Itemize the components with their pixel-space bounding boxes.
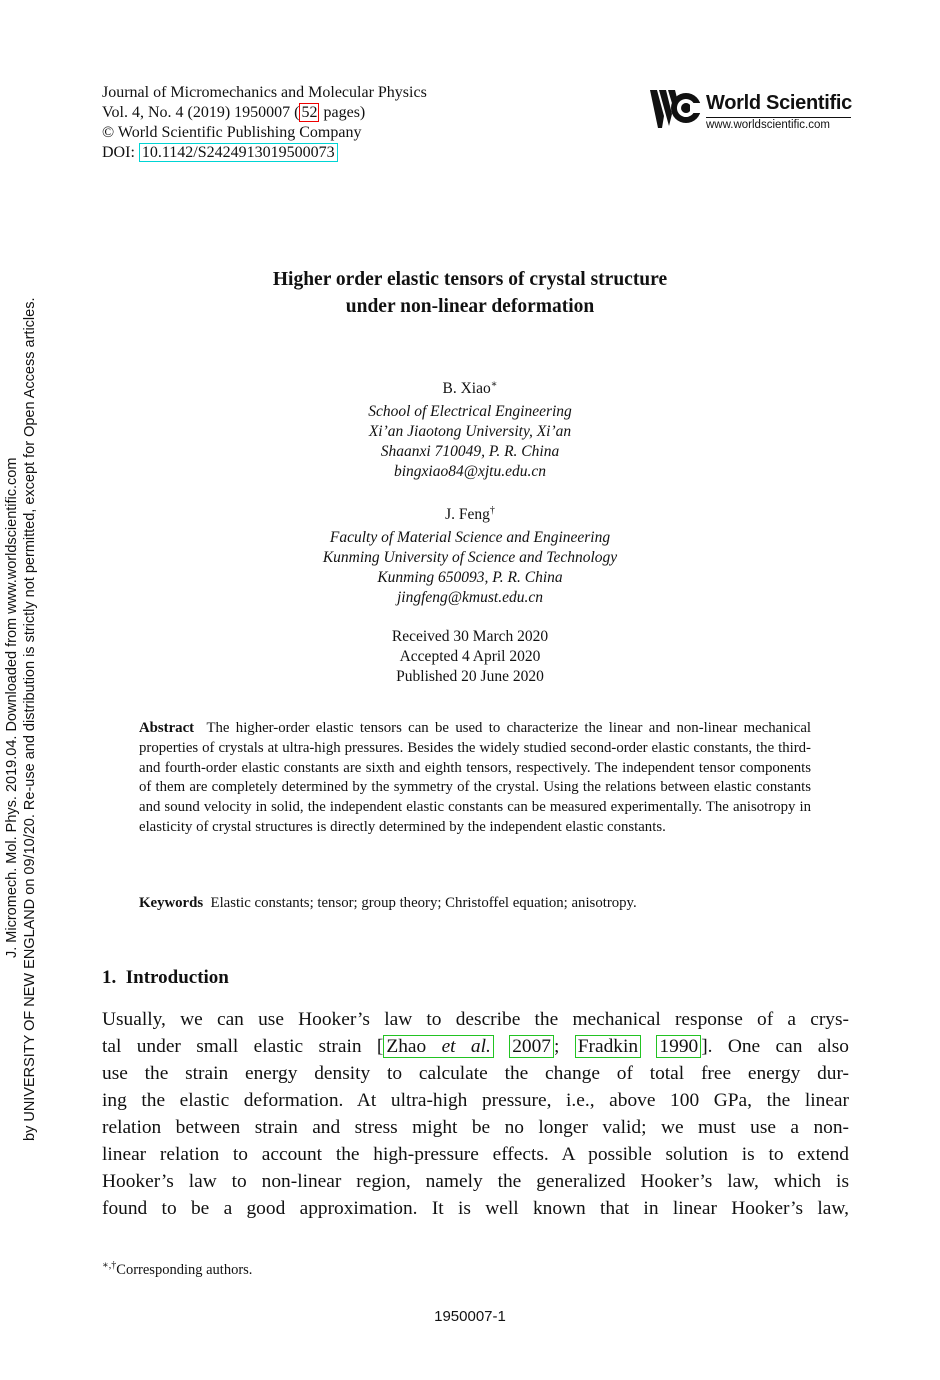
publisher-logo [650, 86, 855, 132]
citation-link[interactable]: Fradkin [575, 1035, 641, 1058]
journal-name: Journal of Micromechanics and Molecular Physics [102, 84, 427, 101]
text-line: linear relation to account the high-pressure effects. A possible solution is to extend [102, 1144, 849, 1165]
text-line: use the strain energy density to calculate the change of total free energy dur- [102, 1063, 849, 1084]
author-affiliation: Faculty of Material Science and Engineering Kunming University of Science and Technology Kunming 650093, P. R. China jingfeng@kmust.edu.cn [0, 528, 940, 608]
doi-line: DOI: 10.1142/S2424913019500073 [102, 143, 427, 163]
citation-year-link[interactable]: 2007 [509, 1035, 554, 1058]
text-line: relation between strain and stress might be no longer valid; we must use a non- [102, 1117, 849, 1138]
text-line: Hooker’s law to non-linear region, namely the generalized Hooker’s law, which is [102, 1171, 849, 1192]
text-line: ing the elastic deformation. At ultra-high pressure, i.e., above 100 GPa, the linear [102, 1090, 849, 1111]
download-notice [0, 0, 50, 1380]
author-name: B. Xiao∗ [442, 379, 498, 398]
abstract-text: The higher-order elastic tensors can be used to characterize the linear and non-linear mechanical properties of crystals at ultra-high pressures. Besides the widely studied second-order elastic constants, the third- and fourth-order elastic constants are sixth and eighth tensors, respectively. The independent tensor components of them are completely determined by the symmetry of the crystal. Using the relations between elastic constants and sound velocity in solid, the independent elastic constants can be measured experimentally. The anisotropy in elasticity of crystal structures is directly determined by the independent elastic constants. [139, 720, 811, 835]
world-scientific-logo-icon [650, 86, 702, 132]
intro-paragraph [102, 1006, 849, 1222]
citation-link[interactable]: Zhao et al. [383, 1035, 493, 1058]
journal-header [102, 83, 427, 163]
abstract [139, 719, 811, 838]
keywords [139, 893, 829, 913]
publication-dates [0, 627, 940, 687]
page-number: 1950007-1 [434, 1308, 506, 1325]
page-count-link[interactable]: 52 [301, 104, 318, 121]
copyright: © World Scientific Publishing Company [102, 124, 362, 141]
volume-info: Vol. 4, No. 4 (2019) 1950007 ( 52 pages) [102, 104, 366, 121]
abstract-label: Abstract [139, 720, 195, 736]
logo-brand: World Scientific [706, 92, 852, 114]
paper-title [0, 266, 940, 320]
keywords-text: Elastic constants; tensor; group theory; Christoffel equation; anisotropy. [210, 895, 637, 911]
logo-url: www.worldscientific.com [706, 119, 830, 131]
text-line: tal under small elastic strain [ Zhao et al. 2007 ; Fradkin 1990 ]. One can also [102, 1036, 850, 1057]
accepted-date: Accepted 4 April 2020 [399, 648, 541, 665]
sidebar-line-2: by UNIVERSITY OF NEW ENGLAND on 09/10/20. Re-use and distribution is strictly not permitted, except for Open Access articles. [22, 297, 38, 1141]
footnote: ∗,†Corresponding authors. [102, 1260, 253, 1278]
keywords-label: Keywords [139, 895, 204, 911]
received-date: Received 30 March 2020 [391, 628, 549, 645]
logo-rule [706, 117, 851, 118]
text-line: Usually, we can use Hooker’s law to describe the mechanical response of a crys- [102, 1009, 849, 1030]
author-email: bingxiao84@xjtu.edu.cn [393, 463, 546, 480]
text-line: found to be a good approximation. It is well known that in linear Hooker’s law, [102, 1198, 849, 1219]
author-email: jingfeng@kmust.edu.cn [397, 589, 543, 606]
section-heading: 1. Introduction [102, 967, 229, 988]
published-date: Published 20 June 2020 [396, 668, 544, 685]
sidebar-line-1: J. Micromech. Mol. Phys. 2019.04. Downloaded from www.worldscientific.com [4, 457, 20, 958]
author-affiliation: School of Electrical Engineering Xi’an Jiaotong University, Xi’an Shaanxi 710049, P. R. China bingxiao84@xjtu.edu.cn [0, 402, 940, 482]
author-name: J. Feng† [445, 505, 495, 524]
doi-link[interactable]: 10.1142/S2424913019500073 [139, 143, 338, 162]
title-line-1: Higher order elastic tensors of crystal structure [272, 269, 668, 290]
title-line-2: under non-linear deformation [345, 296, 595, 317]
citation-year-link[interactable]: 1990 [656, 1035, 701, 1058]
